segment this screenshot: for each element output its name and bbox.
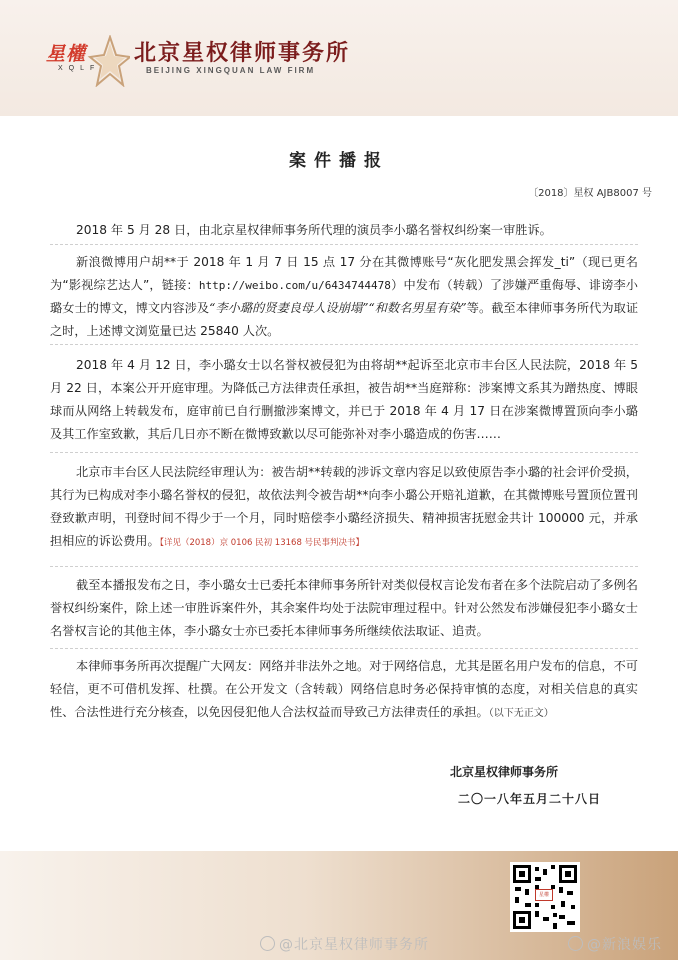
paragraph-1: 2018 年 5 月 28 日，由北京星权律师事务所代理的演员李小璐名誉权纠纷案一审胜诉。: [76, 223, 552, 237]
judgment-reference-note: 【详见（2018）京 0106 民初 13168 号民事判决书】: [159, 538, 365, 548]
divider: [50, 344, 638, 345]
paragraph-2-text-a: 新浪微博用户胡**于 2018 年 1 月 7 日 15 点 17 分在其微博账号“灰化肥发黑会挥发_ti”（现已更名为“影视综艺达人”，链接：: [50, 255, 638, 292]
paragraph-3: 2018 年 4 月 12 日，李小璐女士以名誉权被侵犯为由将胡**起诉至北京市丰台区人民法院，2018 年 5 月 22 日，本案公开开庭审理。为降低己方法律责任承担，被告胡**当庭辩称：涉案博文系其为蹭热度、博眼球而从网络上转载发布，庭审前已自行删撤涉案博文，并已于 2018 年 4 月 17 日在涉案微博置顶向李小璐及其工作室致歉，其后几日亦不断在微博致歉以尽可能弥补对李小璐造成的伤害……: [50, 358, 638, 441]
paragraph-4-text: 北京市丰台区人民法院经审理认为：被告胡**转载的涉诉文章内容足以致使原告李小璐的社会评价受损，其行为已构成对李小璐名誉权的侵犯，故依法判令被告胡**向李小璐公开赔礼道歉，在其微博账号置顶位置刊登致歉声明，刊登时间不得少于一个月，同时赔偿李小璐经济损失、精神损害抚慰金共计 100000 元，并承担相应的诉讼费用。: [50, 465, 638, 548]
paragraph-2-text-b: ）中发布（转载）了涉嫌严重侮辱、诽谤李小璐女士的博文，博文内容涉及: [50, 278, 638, 315]
logo-subtext: XQLF: [58, 65, 101, 72]
weibo-icon: [568, 936, 583, 951]
weibo-watermark-firm: [260, 934, 429, 954]
firm-name-english: BEIJING XINGQUAN LAW FIRM: [146, 66, 316, 75]
divider: [50, 244, 638, 245]
weibo-watermark-sina: [568, 934, 662, 954]
qr-center-logo: 星權: [535, 889, 553, 901]
divider: [50, 566, 638, 567]
paragraph-2: [50, 251, 638, 343]
weibo-link[interactable]: http://weibo.com/u/6434744478: [198, 279, 391, 292]
watermark-firm-text: @北京星权律师事务所: [279, 937, 429, 953]
paragraph-2-text-c: 等。截至本律师事务所代为取证之时，上述博文浏览量已达 25840 人次。: [50, 301, 639, 338]
divider: [50, 452, 638, 453]
firm-name-chinese: 北京星权律师事务所: [134, 40, 351, 66]
document-reference-number: 〔2018〕星权 AJB8007 号: [528, 188, 652, 199]
end-of-text-note: （以下无正文）: [488, 708, 554, 719]
divider: [50, 648, 638, 649]
logo-text: 星權: [46, 43, 87, 65]
paragraph-5: 截至本播报发布之日，李小璐女士已委托本律师事务所针对类似侵权言论发布者在多个法院启动了多例名誉权纠纷案件，除上述一审胜诉案件外，其余案件均处于法院审理过程中。针对公然发布涉嫌侵犯李小璐女士名誉权言论的其他主体，李小璐女士亦已委托本律师事务所继续依法取证、追责。: [50, 578, 638, 638]
weibo-icon: [260, 936, 275, 951]
qr-code-icon[interactable]: [510, 862, 580, 932]
document-title: 案件播报: [289, 151, 389, 171]
paragraph-6: [50, 655, 638, 725]
paragraph-4: [50, 461, 638, 555]
paragraph-6-text: 本律师事务所再次提醒广大网友：网络并非法外之地。对于网络信息，尤其是匿名用户发布的信息，不可轻信，更不可借机发挥、杜撰。在公开发文（含转载）网络信息时务必保持审慎的态度，对相关信息的真实性、合法性进行充分核查，以免因侵犯他人合法权益而导致己方法律责任的承担。: [50, 659, 638, 719]
letterhead-header: [0, 0, 678, 116]
watermark-sina-text: @新浪娱乐: [587, 937, 662, 953]
signature-firm-name: 北京星权律师事务所: [450, 765, 559, 779]
quote-1: “李小璐的贤妻良母人设崩塌”: [209, 301, 369, 315]
quote-2: “和数名男星有染”: [368, 301, 467, 315]
signature-date: 二〇一八年五月二十八日: [458, 792, 602, 806]
